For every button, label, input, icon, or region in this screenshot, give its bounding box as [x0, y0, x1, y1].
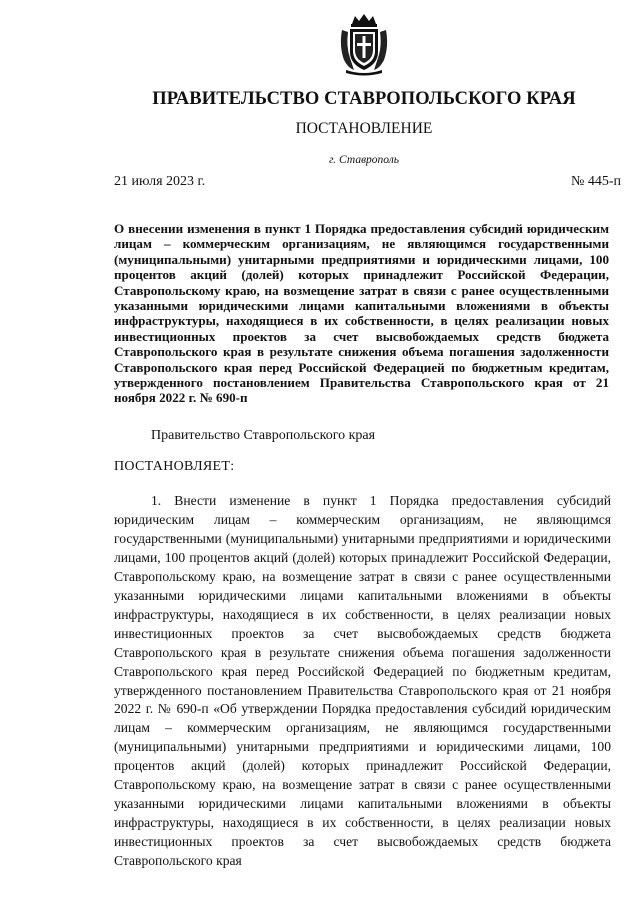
preamble-government-name: Правительство Ставропольского края [151, 428, 376, 443]
body-paragraph-1: 1. Внести изменение в пункт 1 Порядка предоставления субсидий юридическим лицам – коммерческим организациям, не являющимся государственными (муниципальными) унитарными предприятиями и юридическими лицами, 100 процентов акций (долей) которых принадлежит Российской Федерации, Ставропольскому краю, на возмещение затрат в связи с ранее осуществленными указанными юридическими лицами капитальными вложениями в объекты инфраструктуры, находящиеся в их собственности, в целях реализации новых инвестиционных проектов за счет высвобождаемых средств бюджета Ставропольского края в результате снижения объема погашения задолженности Ставропольского края перед Российской Федерацией по бюджетным кредитам, утвержденного постановлением Правительства Ставропольского края от 21 ноября 2022 г. № 690-п «Об утверждении Порядка предоставления субсидий юридическим лицам – коммерческим организациям, не являющимся государственными (муниципальными) унитарными предприятиями и юридическими лицами, 100 процентов акций (долей) которых принадлежит Российской Федерации, Ставропольскому краю, на возмещение затрат в связи с ранее осуществленными указанными юридическими лицами капитальными вложениями в объекты инфраструктуры, находящиеся в их собственности, в целях реализации новых инвестиционных проектов за счет высвобождаемых средств бюджета Ставропольского края [114, 493, 611, 869]
issue-date: 21 июля 2023 г. [114, 174, 206, 189]
document-subject-title: О внесении изменения в пункт 1 Порядка предоставления субсидий юридическим лицам – коммерческим организациям, не являющимся государственными (муниципальными) унитарными предприятиями и юридическими лицами, 100 процентов акций (долей) которых принадлежит Российской Федерации, Ставропольскому краю, на возмещение затрат в связи с ранее осуществленными указанными юридическими лицами капитальными вложениями в объекты инфраструктуры, находящиеся в их собственности, в целях реализации новых инвестиционных проектов за счет высвобождаемых средств бюджета Ставропольского края в результате снижения объема погашения задолженности Ставропольского края перед Российской Федерацией по бюджетным кредитам, утвержденного постановлением Правительства Ставропольского края от 21 ноября 2022 г. № 690-п [114, 221, 609, 406]
document-number: № 445-п [570, 174, 621, 189]
stavropol-krai-coat-of-arms-icon [338, 12, 390, 76]
document-type-heading: ПОСТАНОВЛЕНИЕ [295, 120, 433, 137]
issuing-authority-title: ПРАВИТЕЛЬСТВО СТАВРОПОЛЬСКОГО КРАЯ [152, 89, 576, 109]
issue-city: г. Ставрополь [328, 154, 400, 166]
preamble-resolves: ПОСТАНОВЛЯЕТ: [114, 459, 235, 474]
